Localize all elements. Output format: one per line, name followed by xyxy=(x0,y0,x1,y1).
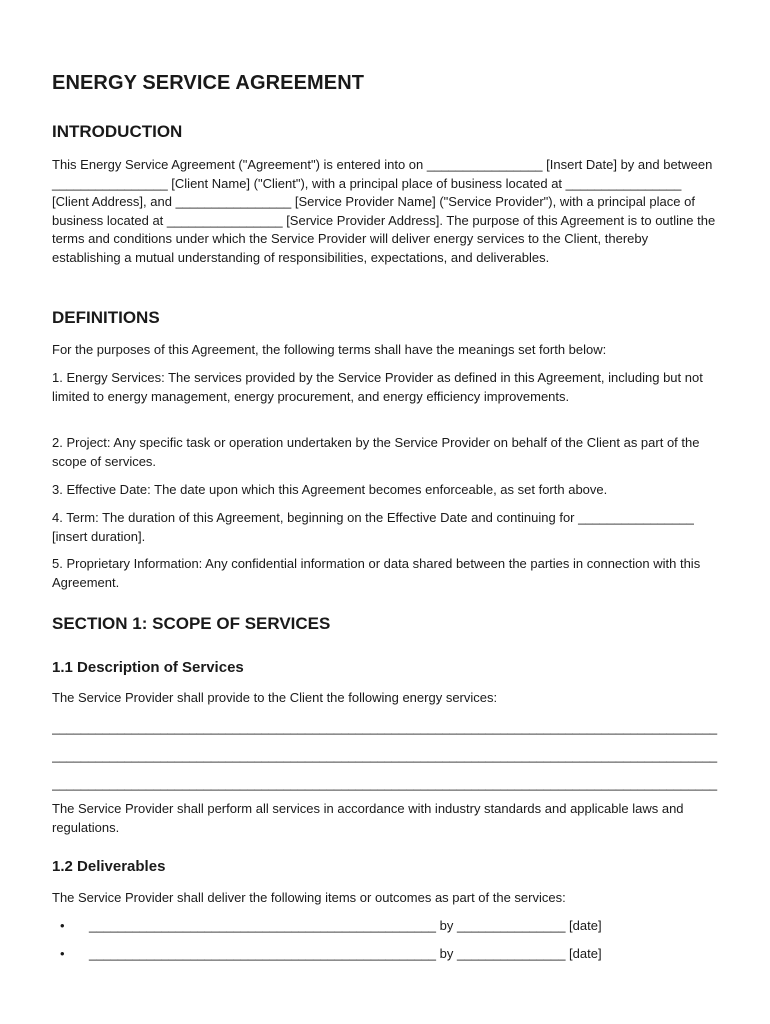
subsection-1-1-intro: The Service Provider shall provide to the Client the following energy services: xyxy=(52,690,498,705)
definition-item-energy-services: 1. Energy Services: The services provided by the Service Provider as defined in this Agreement, including but not limited to energy management, energy procurement, and energy efficiency improvements. xyxy=(52,370,703,404)
document-title: ENERGY SERVICE AGREEMENT xyxy=(52,72,365,94)
subsection-1-1-closing: The Service Provider shall perform all services in accordance with industry standards and applicable laws and regulations. xyxy=(52,801,684,835)
bullet-icon: • xyxy=(60,946,65,961)
definition-item-project: 2. Project: Any specific task or operation undertaken by the Service Provider on behalf of the Client as part of the scope of services. xyxy=(52,435,700,469)
deliverable-item-text[interactable]: ________________________________________________ by _______________ [date] xyxy=(89,918,602,933)
services-blank-line[interactable]: ____________________________________________________________________________________________ xyxy=(52,776,718,791)
definition-item-proprietary-information: 5. Proprietary Information: Any confidential information or data shared between the parties in connection with this Agreement. xyxy=(52,556,701,590)
introduction-paragraph: This Energy Service Agreement ("Agreement") is entered into on ________________ [Insert Date] by and between ________________ [Client Name] ("Client"), with a principal place of business located at ________________ [Client Address], and ________________ [Service Provider Name] ("Service Provider"), with a principal place of business located at ________________ [Service Provider Address]. The purpose of this Agreement is to outline the terms and conditions under which the Service Provider will deliver energy services to the Client, thereby establishing a mutual understanding of responsibilities, expectations, and deliverables. xyxy=(52,157,716,265)
subsection-1-1-heading: 1.1 Description of Services xyxy=(52,659,244,676)
definitions-intro: For the purposes of this Agreement, the following terms shall have the meanings set forth below: xyxy=(52,342,607,357)
section1-heading: SECTION 1: SCOPE OF SERVICES xyxy=(52,614,331,633)
definition-item-effective-date: 3. Effective Date: The date upon which this Agreement becomes enforceable, as set forth above. xyxy=(52,482,608,497)
services-blank-line[interactable]: ____________________________________________________________________________________________ xyxy=(52,720,718,735)
definition-item-term: 4. Term: The duration of this Agreement, beginning on the Effective Date and continuing for ________________ [insert duration]. xyxy=(52,510,694,544)
deliverable-item-text[interactable]: ________________________________________________ by _______________ [date] xyxy=(89,946,602,961)
subsection-1-2-intro: The Service Provider shall deliver the following items or outcomes as part of the services: xyxy=(52,890,566,905)
definitions-heading: DEFINITIONS xyxy=(52,308,160,327)
bullet-icon: • xyxy=(60,918,65,933)
introduction-heading: INTRODUCTION xyxy=(52,122,183,141)
services-blank-line[interactable]: ____________________________________________________________________________________________ xyxy=(52,748,718,763)
subsection-1-2-heading: 1.2 Deliverables xyxy=(52,858,166,875)
